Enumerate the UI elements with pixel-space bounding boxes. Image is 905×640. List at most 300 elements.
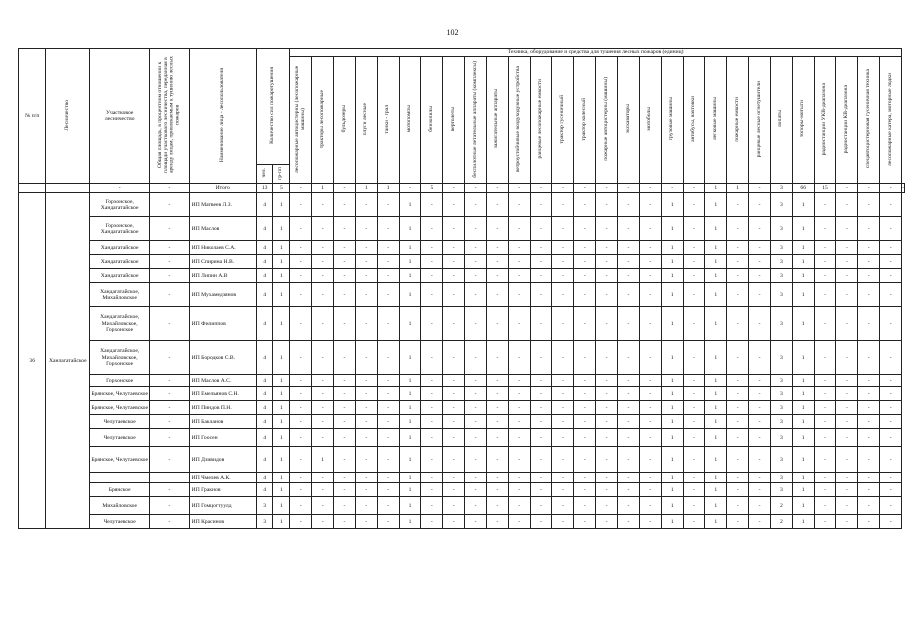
tech-cell: -	[508, 217, 530, 241]
tech-cell: -	[486, 307, 508, 341]
tech-cell: -	[727, 429, 749, 447]
tech-cell: -	[836, 307, 858, 341]
tech-cell: -	[421, 401, 443, 415]
tech-cell: -	[836, 401, 858, 415]
col-tech: пожарные автоцистерны (машины)	[596, 57, 618, 184]
tech-cell: -	[486, 447, 508, 473]
tech-cell: -	[290, 387, 312, 401]
tech-cell: -	[683, 401, 705, 415]
tech-cell: -	[749, 483, 771, 497]
district-cell: Брянское	[90, 483, 150, 497]
tech-cell: -	[639, 217, 661, 241]
tech-cell: -	[334, 515, 356, 529]
tech-cell: -	[552, 375, 574, 387]
tech-cell: -	[421, 375, 443, 387]
tech-cell: -	[618, 241, 640, 255]
tech-cell: -	[530, 401, 552, 415]
district-cell: Челутаевское	[90, 515, 150, 529]
tech-cell: -	[880, 341, 902, 375]
tech-cell: -	[574, 483, 596, 497]
tech-cell: -	[312, 283, 334, 307]
tech-cell: -	[618, 387, 640, 401]
lessee-name-cell: ИП Гоосен	[189, 429, 256, 447]
tech-cell: -	[639, 269, 661, 283]
tech-cell: -	[465, 241, 487, 255]
tech-cell: -	[880, 473, 902, 483]
tech-cell: 1	[792, 375, 814, 387]
persons-cell: 4	[256, 473, 273, 483]
area-share-cell: -	[150, 241, 190, 255]
tech-cell: -	[727, 497, 749, 515]
tech-cell: 2	[770, 515, 792, 529]
persons-cell: 4	[256, 483, 273, 497]
tech-cell: -	[508, 341, 530, 375]
col-tech: лесопожарные катера, моторные лодки	[880, 57, 902, 184]
groups-cell: 1	[273, 515, 290, 529]
tech-cell: -	[421, 387, 443, 401]
area-share-cell: -	[150, 217, 190, 241]
tech-cell: -	[683, 473, 705, 483]
tech-cell: -	[880, 401, 902, 415]
persons-cell: 4	[256, 341, 273, 375]
tech-cell: -	[355, 375, 377, 387]
tech-cell: -	[814, 283, 836, 307]
tech-cell: -	[618, 375, 640, 387]
tech-cell: -	[574, 255, 596, 269]
tech-cell: -	[465, 483, 487, 497]
col-tech: спецавтоцистерновая гусеничная техника	[858, 57, 880, 184]
col-groups: гр-пп	[273, 165, 290, 184]
table-row	[19, 255, 905, 269]
tech-cell: -	[814, 447, 836, 473]
lessee-name-cell: ИП Бакланов	[189, 415, 256, 429]
tech-cell: -	[377, 255, 399, 269]
tech-cell: -	[290, 255, 312, 269]
tech-cell: -	[290, 515, 312, 529]
tech-cell: -	[814, 415, 836, 429]
tech-cell: -	[880, 515, 902, 529]
total-cell: -	[661, 184, 683, 193]
persons-cell: 4	[256, 193, 273, 217]
tech-cell: 1	[705, 269, 727, 283]
tech-cell: -	[552, 255, 574, 269]
tech-cell: -	[377, 341, 399, 375]
tech-cell: -	[749, 341, 771, 375]
tech-cell: -	[530, 473, 552, 483]
area-share-cell: -	[150, 429, 190, 447]
tech-cell: -	[574, 269, 596, 283]
tech-cell: 3	[770, 401, 792, 415]
tech-cell: 1	[399, 401, 421, 415]
total-cell: -	[399, 184, 421, 193]
tech-cell: 1	[661, 283, 683, 307]
table-row	[19, 375, 905, 387]
tech-cell: -	[290, 447, 312, 473]
total-label: Итого	[189, 184, 256, 193]
tech-cell: 1	[399, 375, 421, 387]
tech-cell: -	[443, 217, 465, 241]
tech-cell: 1	[705, 415, 727, 429]
tech-cell: -	[858, 429, 880, 447]
tech-cell: 1	[792, 255, 814, 269]
tech-cell: -	[814, 341, 836, 375]
tech-cell: -	[814, 401, 836, 415]
tech-cell: -	[290, 401, 312, 415]
total-cell: -	[880, 184, 902, 193]
lessee-name-cell: ИП Гракнов	[189, 483, 256, 497]
col-tech: танки - грал	[377, 57, 399, 184]
tech-cell: -	[486, 269, 508, 283]
tech-cell: -	[683, 515, 705, 529]
tech-cell: 1	[399, 217, 421, 241]
area-share-cell: -	[150, 193, 190, 217]
tech-cell: -	[683, 447, 705, 473]
col-no: № п/п	[19, 49, 46, 184]
tech-cell: 1	[661, 387, 683, 401]
total-cell	[46, 184, 90, 193]
tech-cell: -	[683, 193, 705, 217]
tech-cell: -	[355, 483, 377, 497]
tech-cell: 1	[399, 447, 421, 473]
tech-cell: -	[836, 483, 858, 497]
tech-cell: -	[421, 217, 443, 241]
tech-cell: -	[683, 415, 705, 429]
tech-cell: -	[749, 473, 771, 483]
tech-cell: -	[596, 193, 618, 217]
tech-cell: -	[596, 483, 618, 497]
tech-cell: -	[727, 217, 749, 241]
tech-cell: -	[749, 375, 771, 387]
tech-cell: -	[334, 473, 356, 483]
tech-cell: -	[814, 193, 836, 217]
tech-cell: -	[334, 483, 356, 497]
groups-cell: 1	[273, 375, 290, 387]
district-cell: Хандагатайское	[90, 241, 150, 255]
tech-cell: -	[618, 255, 640, 269]
tech-cell: 1	[399, 515, 421, 529]
tech-cell: -	[814, 307, 836, 341]
col-tech: мотоболы	[639, 57, 661, 184]
tech-cell: -	[749, 283, 771, 307]
total-cell: -	[596, 184, 618, 193]
tech-cell: -	[574, 415, 596, 429]
tech-cell: 1	[399, 483, 421, 497]
tech-cell: 1	[399, 341, 421, 375]
tech-cell: 3	[770, 193, 792, 217]
tech-cell: -	[836, 447, 858, 473]
tech-cell: -	[508, 483, 530, 497]
tech-cell: -	[377, 429, 399, 447]
tech-cell: 2	[770, 497, 792, 515]
tech-cell: -	[683, 217, 705, 241]
tech-cell: -	[836, 497, 858, 515]
tech-cell: -	[421, 483, 443, 497]
tech-cell: -	[683, 483, 705, 497]
tech-cell: -	[508, 375, 530, 387]
area-share-cell: -	[150, 447, 190, 473]
groups-cell: 1	[273, 307, 290, 341]
tech-cell: 1	[792, 473, 814, 483]
tech-cell: -	[727, 483, 749, 497]
district-cell: Хандагатайское, Михайловское	[90, 283, 150, 307]
tech-cell: 1	[661, 193, 683, 217]
tech-cell: -	[618, 193, 640, 217]
persons-cell: 4	[256, 269, 273, 283]
tech-cell: -	[618, 307, 640, 341]
total-cell: -	[749, 184, 771, 193]
groups-cell: 1	[273, 483, 290, 497]
col-forestry: Лесничество	[46, 49, 90, 184]
tech-cell: -	[312, 415, 334, 429]
header-row-1	[19, 49, 905, 57]
tech-cell: -	[858, 283, 880, 307]
lessee-name-cell: ИП Чмелев А.К.	[189, 473, 256, 483]
tech-cell: 1	[705, 283, 727, 307]
tech-cell: -	[355, 473, 377, 483]
tech-cell: -	[880, 307, 902, 341]
tech-cell: 1	[399, 497, 421, 515]
tech-cell: 1	[792, 193, 814, 217]
tech-cell: -	[530, 415, 552, 429]
total-cell: 3	[770, 184, 792, 193]
persons-cell: 4	[256, 415, 273, 429]
tech-cell: -	[858, 497, 880, 515]
tech-cell: -	[508, 415, 530, 429]
area-share-cell	[150, 473, 190, 483]
tech-cell: -	[574, 375, 596, 387]
col-name: Наименование лица - лесопользователя	[189, 49, 256, 184]
persons-cell: 4	[256, 429, 273, 447]
tech-cell: -	[836, 241, 858, 255]
tech-cell: -	[574, 193, 596, 217]
tech-cell: -	[530, 387, 552, 401]
col-tech: бензопилы	[421, 57, 443, 184]
tech-cell: -	[443, 193, 465, 217]
tech-cell: 1	[792, 483, 814, 497]
persons-cell: 4	[256, 307, 273, 341]
tech-cell: -	[465, 269, 487, 283]
area-share-cell: -	[150, 515, 190, 529]
tech-cell: -	[312, 483, 334, 497]
tech-cell: -	[508, 515, 530, 529]
tech-cell: -	[749, 255, 771, 269]
tech-cell: -	[596, 255, 618, 269]
tech-cell: -	[355, 255, 377, 269]
tech-cell: -	[508, 387, 530, 401]
tech-cell: 1	[399, 269, 421, 283]
tech-cell: -	[552, 429, 574, 447]
tech-cell: -	[377, 483, 399, 497]
tech-cell: 3	[770, 255, 792, 269]
tech-cell: -	[530, 515, 552, 529]
col-tech: беспилотные летательные аппараты (комплексы)	[465, 57, 487, 184]
district-cell: Горхонское, Хандагатайское	[90, 193, 150, 217]
tech-cell: -	[530, 193, 552, 217]
tech-cell: -	[377, 307, 399, 341]
total-cell	[19, 184, 46, 193]
lessee-name-cell: ИП Мухамедзянов	[189, 283, 256, 307]
col-district-forestry: Участковое лесничество	[90, 49, 150, 184]
tech-cell: 1	[705, 447, 727, 473]
tech-cell: -	[574, 497, 596, 515]
tech-cell: -	[465, 375, 487, 387]
total-cell: -	[150, 184, 190, 193]
total-cell: -	[574, 184, 596, 193]
tech-cell: -	[443, 497, 465, 515]
tech-cell: 3	[770, 341, 792, 375]
tech-cell: -	[574, 307, 596, 341]
tech-cell: -	[858, 341, 880, 375]
tech-cell: -	[334, 341, 356, 375]
tech-cell: -	[814, 483, 836, 497]
col-tech: легковые машины	[705, 57, 727, 184]
tech-cell: -	[618, 447, 640, 473]
groups-cell: 1	[273, 193, 290, 217]
tech-cell: -	[312, 193, 334, 217]
tech-cell: -	[683, 429, 705, 447]
col-tech: ветроустойчивые воздуходувные устройства	[508, 57, 530, 184]
tech-cell: -	[355, 429, 377, 447]
tech-cell: -	[880, 269, 902, 283]
tech-cell: -	[334, 447, 356, 473]
tech-cell: -	[596, 447, 618, 473]
tech-cell: 1	[792, 307, 814, 341]
tech-cell: -	[683, 241, 705, 255]
tech-cell: 3	[770, 307, 792, 341]
tech-cell: -	[486, 241, 508, 255]
tech-cell: 1	[792, 415, 814, 429]
tech-cell: -	[574, 241, 596, 255]
tech-cell: 1	[661, 415, 683, 429]
tech-cell: -	[639, 515, 661, 529]
data-section	[19, 193, 905, 529]
tech-cell: -	[858, 415, 880, 429]
tech-cell: -	[552, 515, 574, 529]
tech-cell: -	[465, 497, 487, 515]
tech-cell: -	[814, 375, 836, 387]
tech-cell: -	[508, 497, 530, 515]
tech-cell: -	[486, 401, 508, 415]
tech-cell: -	[530, 341, 552, 375]
tech-cell: -	[552, 473, 574, 483]
district-cell: Горхонское	[90, 375, 150, 387]
tech-cell: -	[880, 387, 902, 401]
tech-cell: -	[858, 473, 880, 483]
tech-cell: -	[618, 473, 640, 483]
tech-cell: -	[334, 375, 356, 387]
tech-cell: -	[530, 497, 552, 515]
col-tech: ранцевые лесные огнетушители	[749, 57, 771, 184]
tech-cell: -	[443, 387, 465, 401]
tech-cell: -	[639, 241, 661, 255]
tech-cell: -	[530, 255, 552, 269]
tech-cell: -	[596, 283, 618, 307]
tech-cell: 1	[661, 255, 683, 269]
tech-cell: -	[443, 241, 465, 255]
tech-cell: -	[683, 269, 705, 283]
tech-cell: -	[880, 429, 902, 447]
tech-cell: -	[618, 483, 640, 497]
tech-cell: 3	[770, 429, 792, 447]
tech-cell: -	[552, 341, 574, 375]
groups-cell: 1	[273, 241, 290, 255]
table-row	[19, 483, 905, 497]
tech-cell: -	[334, 401, 356, 415]
col-tech: бульдозеры	[334, 57, 356, 184]
tech-cell: -	[727, 401, 749, 415]
tech-cell: 3	[770, 283, 792, 307]
tech-cell: -	[377, 387, 399, 401]
table-row	[19, 401, 905, 415]
lessee-name-cell: ИП Маслов А.С.	[189, 375, 256, 387]
district-cell: Брянское, Челутаевское	[90, 447, 150, 473]
tech-cell: 1	[661, 473, 683, 483]
tech-cell: -	[639, 255, 661, 269]
district-cell: Челутаевское	[90, 415, 150, 429]
tech-cell: -	[596, 429, 618, 447]
area-share-cell: -	[150, 375, 190, 387]
tech-cell: -	[290, 473, 312, 483]
tech-cell: -	[530, 447, 552, 473]
table-row	[19, 387, 905, 401]
tech-cell: -	[683, 375, 705, 387]
tech-cell: -	[312, 341, 334, 375]
tech-cell: -	[355, 515, 377, 529]
tech-cell: -	[312, 401, 334, 415]
district-cell: Челутаевское	[90, 429, 150, 447]
persons-cell: 4	[256, 375, 273, 387]
tech-cell: 1	[705, 483, 727, 497]
tech-cell: 1	[399, 473, 421, 483]
district-cell: Брянское, Челутаевское	[90, 387, 150, 401]
tech-cell: -	[377, 497, 399, 515]
tech-cell: -	[880, 497, 902, 515]
tech-cell: -	[639, 483, 661, 497]
tech-cell: -	[836, 375, 858, 387]
tech-cell: -	[334, 283, 356, 307]
tech-cell: -	[334, 429, 356, 447]
total-row	[19, 184, 905, 193]
tech-cell: -	[552, 283, 574, 307]
tech-cell: 1	[661, 515, 683, 529]
tech-cell: -	[290, 217, 312, 241]
area-share-cell: -	[150, 341, 190, 375]
tech-cell: -	[749, 401, 771, 415]
tech-cell: -	[880, 483, 902, 497]
tech-cell: -	[355, 387, 377, 401]
tech-cell: -	[574, 515, 596, 529]
tech-cell: -	[486, 375, 508, 387]
total-cell: 5	[421, 184, 443, 193]
tech-cell: -	[880, 255, 902, 269]
tech-cell: 1	[792, 401, 814, 415]
district-cell	[90, 473, 150, 483]
tech-cell: -	[814, 387, 836, 401]
tech-cell: -	[421, 447, 443, 473]
district-cell: Горхонское, Хандагатайское	[90, 217, 150, 241]
area-share-cell: -	[150, 283, 190, 307]
tech-cell: -	[530, 283, 552, 307]
groups-cell: 1	[273, 255, 290, 269]
tech-cell: -	[421, 241, 443, 255]
tech-cell: -	[552, 447, 574, 473]
tech-cell: -	[639, 193, 661, 217]
tech-cell: -	[574, 447, 596, 473]
total-cell: -	[90, 184, 150, 193]
total-cell: 66	[792, 184, 814, 193]
tech-cell: -	[421, 341, 443, 375]
tech-cell: -	[465, 473, 487, 483]
